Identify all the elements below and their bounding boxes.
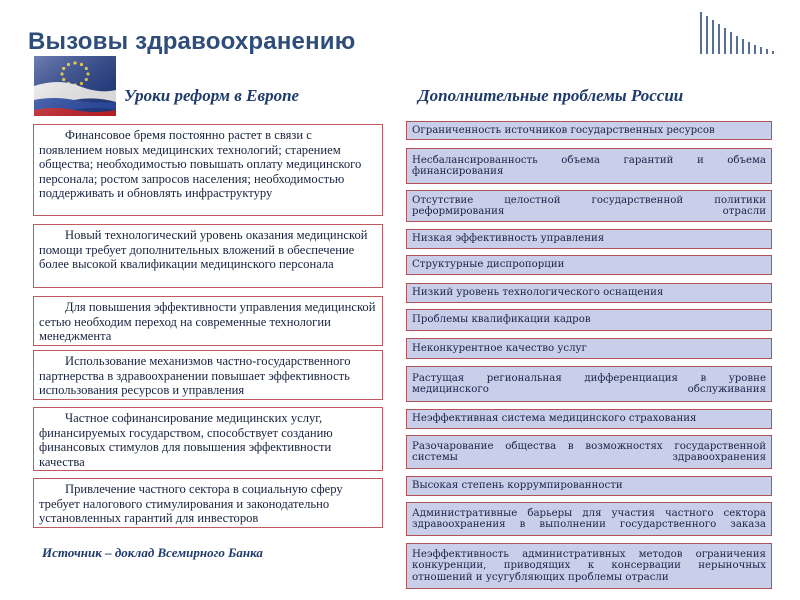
russia-problem-text: Низкая эффективность управления	[412, 233, 605, 245]
russia-problem-text: Высокая степень коррумпированности	[412, 480, 623, 492]
russia-problem-text: Растущая региональная дифференциация в уровне медицинского обслуживания	[412, 372, 766, 395]
right-column-header: Дополнительные проблемы России	[418, 86, 684, 105]
russia-problem-item	[406, 366, 772, 402]
russia-problem-item	[406, 255, 772, 275]
russia-problem-item	[406, 283, 772, 303]
vertical-bars-decoration-icon	[698, 10, 788, 56]
europe-lesson-item: Финансовое бремя постоянно растет в связи с появлением новых медицинских технологий; старением общества; необходимостью повышать оплату медицинского персонала; ростом запросов населения; необходимостью поддерживать и обновлять инфраструктуру	[33, 124, 383, 216]
russia-problem-item	[406, 435, 772, 469]
russia-problem-item	[406, 309, 772, 331]
left-column-header: Уроки реформ в Европе	[124, 86, 300, 105]
russia-problem-text: Структурные диспропорции	[412, 259, 565, 271]
russia-problem-text: Неконкурентное качество услуг	[412, 342, 587, 354]
russia-problem-item	[406, 148, 772, 184]
russia-problem-item	[406, 338, 772, 359]
russia-problem-item	[406, 502, 772, 536]
russia-problem-item	[406, 190, 772, 222]
russia-problem-item	[406, 409, 772, 429]
page-title: Вызовы здравоохранению	[28, 28, 356, 55]
europe-lesson-item: Для повышения эффективности управления медицинской сетью необходим переход на современные технологии менеджмента	[33, 296, 383, 346]
europe-lesson-item: Частное софинансирование медицинских услуг, финансируемых государством, способствует созданию финансовых стимулов для повышения эффективности качества	[33, 407, 383, 471]
russia-problem-item	[406, 229, 772, 249]
russia-problem-text: Несбалансированность объема гарантий и объема финансирования	[412, 154, 766, 177]
russia-problem-text: Административные барьеры для участия частного сектора здравоохранения в выполнении государственного заказа	[412, 507, 766, 530]
russia-problem-text: Неэффективность административных методов ограничения конкуренции, приводящих к консервации нерыночных отношений и усугубляющих проблемы отрасли	[412, 548, 766, 583]
source-note: Источник – доклад Всемирного Банка	[42, 545, 263, 560]
eu-russia-flag-icon	[34, 56, 116, 116]
russia-problem-text: Низкий уровень технологического оснащения	[412, 287, 664, 299]
russia-problem-text: Неэффективная система медицинского страхования	[412, 413, 697, 425]
russia-problem-text: Проблемы квалификации кадров	[412, 314, 591, 326]
russia-problem-item	[406, 543, 772, 589]
russia-problem-item	[406, 121, 772, 140]
russia-problem-item	[406, 476, 772, 496]
russia-problem-text: Ограниченность источников государственных ресурсов	[412, 124, 715, 136]
russia-problem-text: Разочарование общества в возможностях государственной системы здравоохранения	[412, 440, 766, 463]
europe-lesson-item: Новый технологический уровень оказания медицинской помощи требует дополнительных вложений в обеспечение более высокой квалификации медицинского персонала	[33, 224, 383, 288]
europe-lesson-item: Использование механизмов частно-государственного партнерства в здравоохранении повышает эффективность использования ресурсов и управления	[33, 350, 383, 400]
russia-problem-text: Отсутствие целостной государственной политики реформирования отрасли	[412, 194, 766, 217]
europe-lesson-item: Привлечение частного сектора в социальную сферу требует налогового стимулирования и законодательно установленных гарантий для инвесторов	[33, 478, 383, 528]
